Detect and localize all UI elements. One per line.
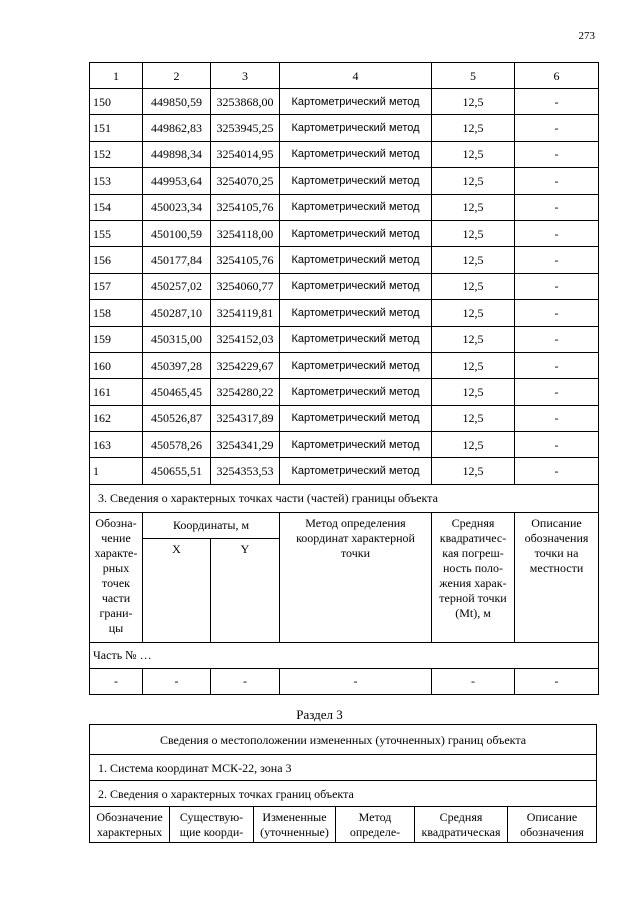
table-row [90, 300, 599, 326]
accuracy-cell: 12,5 [432, 141, 515, 167]
coord-y: 3254014,95 [211, 141, 280, 167]
table-row [90, 168, 599, 194]
method-cell: Картометрический метод [280, 89, 432, 115]
accuracy-cell: 12,5 [432, 247, 515, 273]
description-cell: - [515, 89, 599, 115]
coord-x: 450287,10 [143, 300, 211, 326]
coord-x: 450578,26 [143, 432, 211, 458]
point-number: 152 [90, 141, 143, 167]
header-accuracy: Средняя квадратичес- кая погреш- ность поло- жения харак- терной точки (Mt), м [432, 512, 515, 642]
description-cell: - [515, 379, 599, 405]
method-cell: Картометрический метод [280, 115, 432, 141]
coord-y: 3253868,00 [211, 89, 280, 115]
method-cell: Картометрический метод [280, 194, 432, 220]
table2-subtitle: 2. Сведения о характерных точках границ объекта [90, 781, 597, 807]
coord-x: 449898,34 [143, 141, 211, 167]
coord-y: 3254280,22 [211, 379, 280, 405]
column-number: 4 [280, 63, 432, 89]
column-number: 6 [515, 63, 599, 89]
page-number: 273 [578, 30, 595, 42]
accuracy-cell: 12,5 [432, 405, 515, 431]
method-cell: Картометрический метод [280, 379, 432, 405]
section3-title: 3. Сведения о характерных точках части (частей) границы объекта [90, 484, 599, 512]
coord-x: 449850,59 [143, 89, 211, 115]
coord-y: 3254118,00 [211, 220, 280, 246]
point-number: 163 [90, 432, 143, 458]
table-row [90, 247, 599, 273]
accuracy-cell: 12,5 [432, 273, 515, 299]
coord-x: 450465,45 [143, 379, 211, 405]
header-y: Y [211, 538, 280, 642]
coord-x: 450655,51 [143, 458, 211, 484]
point-number: 160 [90, 352, 143, 378]
coord-y: 3254353,53 [211, 458, 280, 484]
accuracy-cell: 12,5 [432, 432, 515, 458]
coord-x: 450315,00 [143, 326, 211, 352]
point-number: 162 [90, 405, 143, 431]
coord-y: 3254105,76 [211, 247, 280, 273]
table2-title: Сведения о местоположении измененных (уточненных) границ объекта [90, 725, 597, 755]
accuracy-cell: 12,5 [432, 300, 515, 326]
header-description: Описание обозначения точки на местности [515, 512, 599, 642]
coord-y: 3254152,03 [211, 326, 280, 352]
coordinate-system: 1. Система координат МСК-22, зона 3 [90, 755, 597, 781]
header-method: Метод определе- [336, 807, 415, 843]
coord-x: 450100,59 [143, 220, 211, 246]
description-cell: - [515, 141, 599, 167]
empty-row [90, 668, 599, 694]
description-cell: - [515, 220, 599, 246]
coord-x: 450257,02 [143, 273, 211, 299]
accuracy-cell: 12,5 [432, 352, 515, 378]
table-row [90, 405, 599, 431]
table-row [90, 115, 599, 141]
point-number: 157 [90, 273, 143, 299]
description-cell: - [515, 432, 599, 458]
column-number: 5 [432, 63, 515, 89]
method-cell: Картометрический метод [280, 326, 432, 352]
description-cell: - [515, 405, 599, 431]
table-row [90, 194, 599, 220]
header-designation: Обозначение характерных [90, 807, 170, 843]
table-row [90, 326, 599, 352]
header-description: Описание обозначения [508, 807, 597, 843]
description-cell: - [515, 273, 599, 299]
point-number: 161 [90, 379, 143, 405]
accuracy-cell: 12,5 [432, 194, 515, 220]
empty-cell: - [90, 668, 143, 694]
description-cell: - [515, 300, 599, 326]
point-number: 153 [90, 168, 143, 194]
point-number: 154 [90, 194, 143, 220]
changed-boundaries-table [89, 724, 597, 843]
point-number: 150 [90, 89, 143, 115]
header-coordinates: Координаты, м [143, 512, 280, 538]
column-number: 3 [211, 63, 280, 89]
coord-y: 3253945,25 [211, 115, 280, 141]
method-cell: Картометрический метод [280, 141, 432, 167]
table-row [90, 141, 599, 167]
header-existing-coordinates: Существую- щие коорди- [170, 807, 254, 843]
coord-x: 449862,83 [143, 115, 211, 141]
description-cell: - [515, 352, 599, 378]
point-number: 1 [90, 458, 143, 484]
table-row [90, 432, 599, 458]
coord-y: 3254070,25 [211, 168, 280, 194]
coord-x: 449953,64 [143, 168, 211, 194]
boundary-points-table [89, 62, 599, 695]
coord-x: 450397,28 [143, 352, 211, 378]
empty-cell: - [211, 668, 280, 694]
header-method: Метод определения координат характерной точки [280, 512, 432, 642]
coord-y: 3254060,77 [211, 273, 280, 299]
accuracy-cell: 12,5 [432, 220, 515, 246]
column-number: 1 [90, 63, 143, 89]
empty-cell: - [432, 668, 515, 694]
description-cell: - [515, 115, 599, 141]
empty-cell: - [143, 668, 211, 694]
method-cell: Картометрический метод [280, 273, 432, 299]
table-row [90, 458, 599, 484]
empty-cell: - [280, 668, 432, 694]
header-designation: Обозна- чение характе- рных точек части грани- цы [90, 512, 143, 642]
column-number-row [90, 63, 599, 89]
coord-y: 3254229,67 [211, 352, 280, 378]
point-number: 151 [90, 115, 143, 141]
coord-x: 450177,84 [143, 247, 211, 273]
coord-x: 450023,34 [143, 194, 211, 220]
empty-cell: - [515, 668, 599, 694]
accuracy-cell: 12,5 [432, 379, 515, 405]
method-cell: Картометрический метод [280, 300, 432, 326]
coord-y: 3254119,81 [211, 300, 280, 326]
header-changed-coordinates: Измененные (уточненные) [254, 807, 336, 843]
description-cell: - [515, 168, 599, 194]
method-cell: Картометрический метод [280, 168, 432, 194]
coord-x: 450526,87 [143, 405, 211, 431]
column-number: 2 [143, 63, 211, 89]
description-cell: - [515, 326, 599, 352]
header-accuracy: Средняя квадратическая [415, 807, 508, 843]
header-x: X [143, 538, 211, 642]
method-cell: Картометрический метод [280, 458, 432, 484]
method-cell: Картометрический метод [280, 352, 432, 378]
description-cell: - [515, 458, 599, 484]
description-cell: - [515, 247, 599, 273]
description-cell: - [515, 194, 599, 220]
accuracy-cell: 12,5 [432, 115, 515, 141]
accuracy-cell: 12,5 [432, 168, 515, 194]
point-number: 159 [90, 326, 143, 352]
coord-y: 3254317,89 [211, 405, 280, 431]
point-number: 158 [90, 300, 143, 326]
table-row [90, 352, 599, 378]
method-cell: Картометрический метод [280, 405, 432, 431]
table-row [90, 220, 599, 246]
method-cell: Картометрический метод [280, 432, 432, 458]
accuracy-cell: 12,5 [432, 326, 515, 352]
accuracy-cell: 12,5 [432, 89, 515, 115]
point-number: 155 [90, 220, 143, 246]
coord-y: 3254105,76 [211, 194, 280, 220]
part-label: Часть № … [90, 642, 599, 668]
point-number: 156 [90, 247, 143, 273]
section-title: Раздел 3 [296, 707, 343, 722]
table-row [90, 273, 599, 299]
method-cell: Картометрический метод [280, 247, 432, 273]
method-cell: Картометрический метод [280, 220, 432, 246]
table-row [90, 89, 599, 115]
coord-y: 3254341,29 [211, 432, 280, 458]
table-row [90, 379, 599, 405]
accuracy-cell: 12,5 [432, 458, 515, 484]
